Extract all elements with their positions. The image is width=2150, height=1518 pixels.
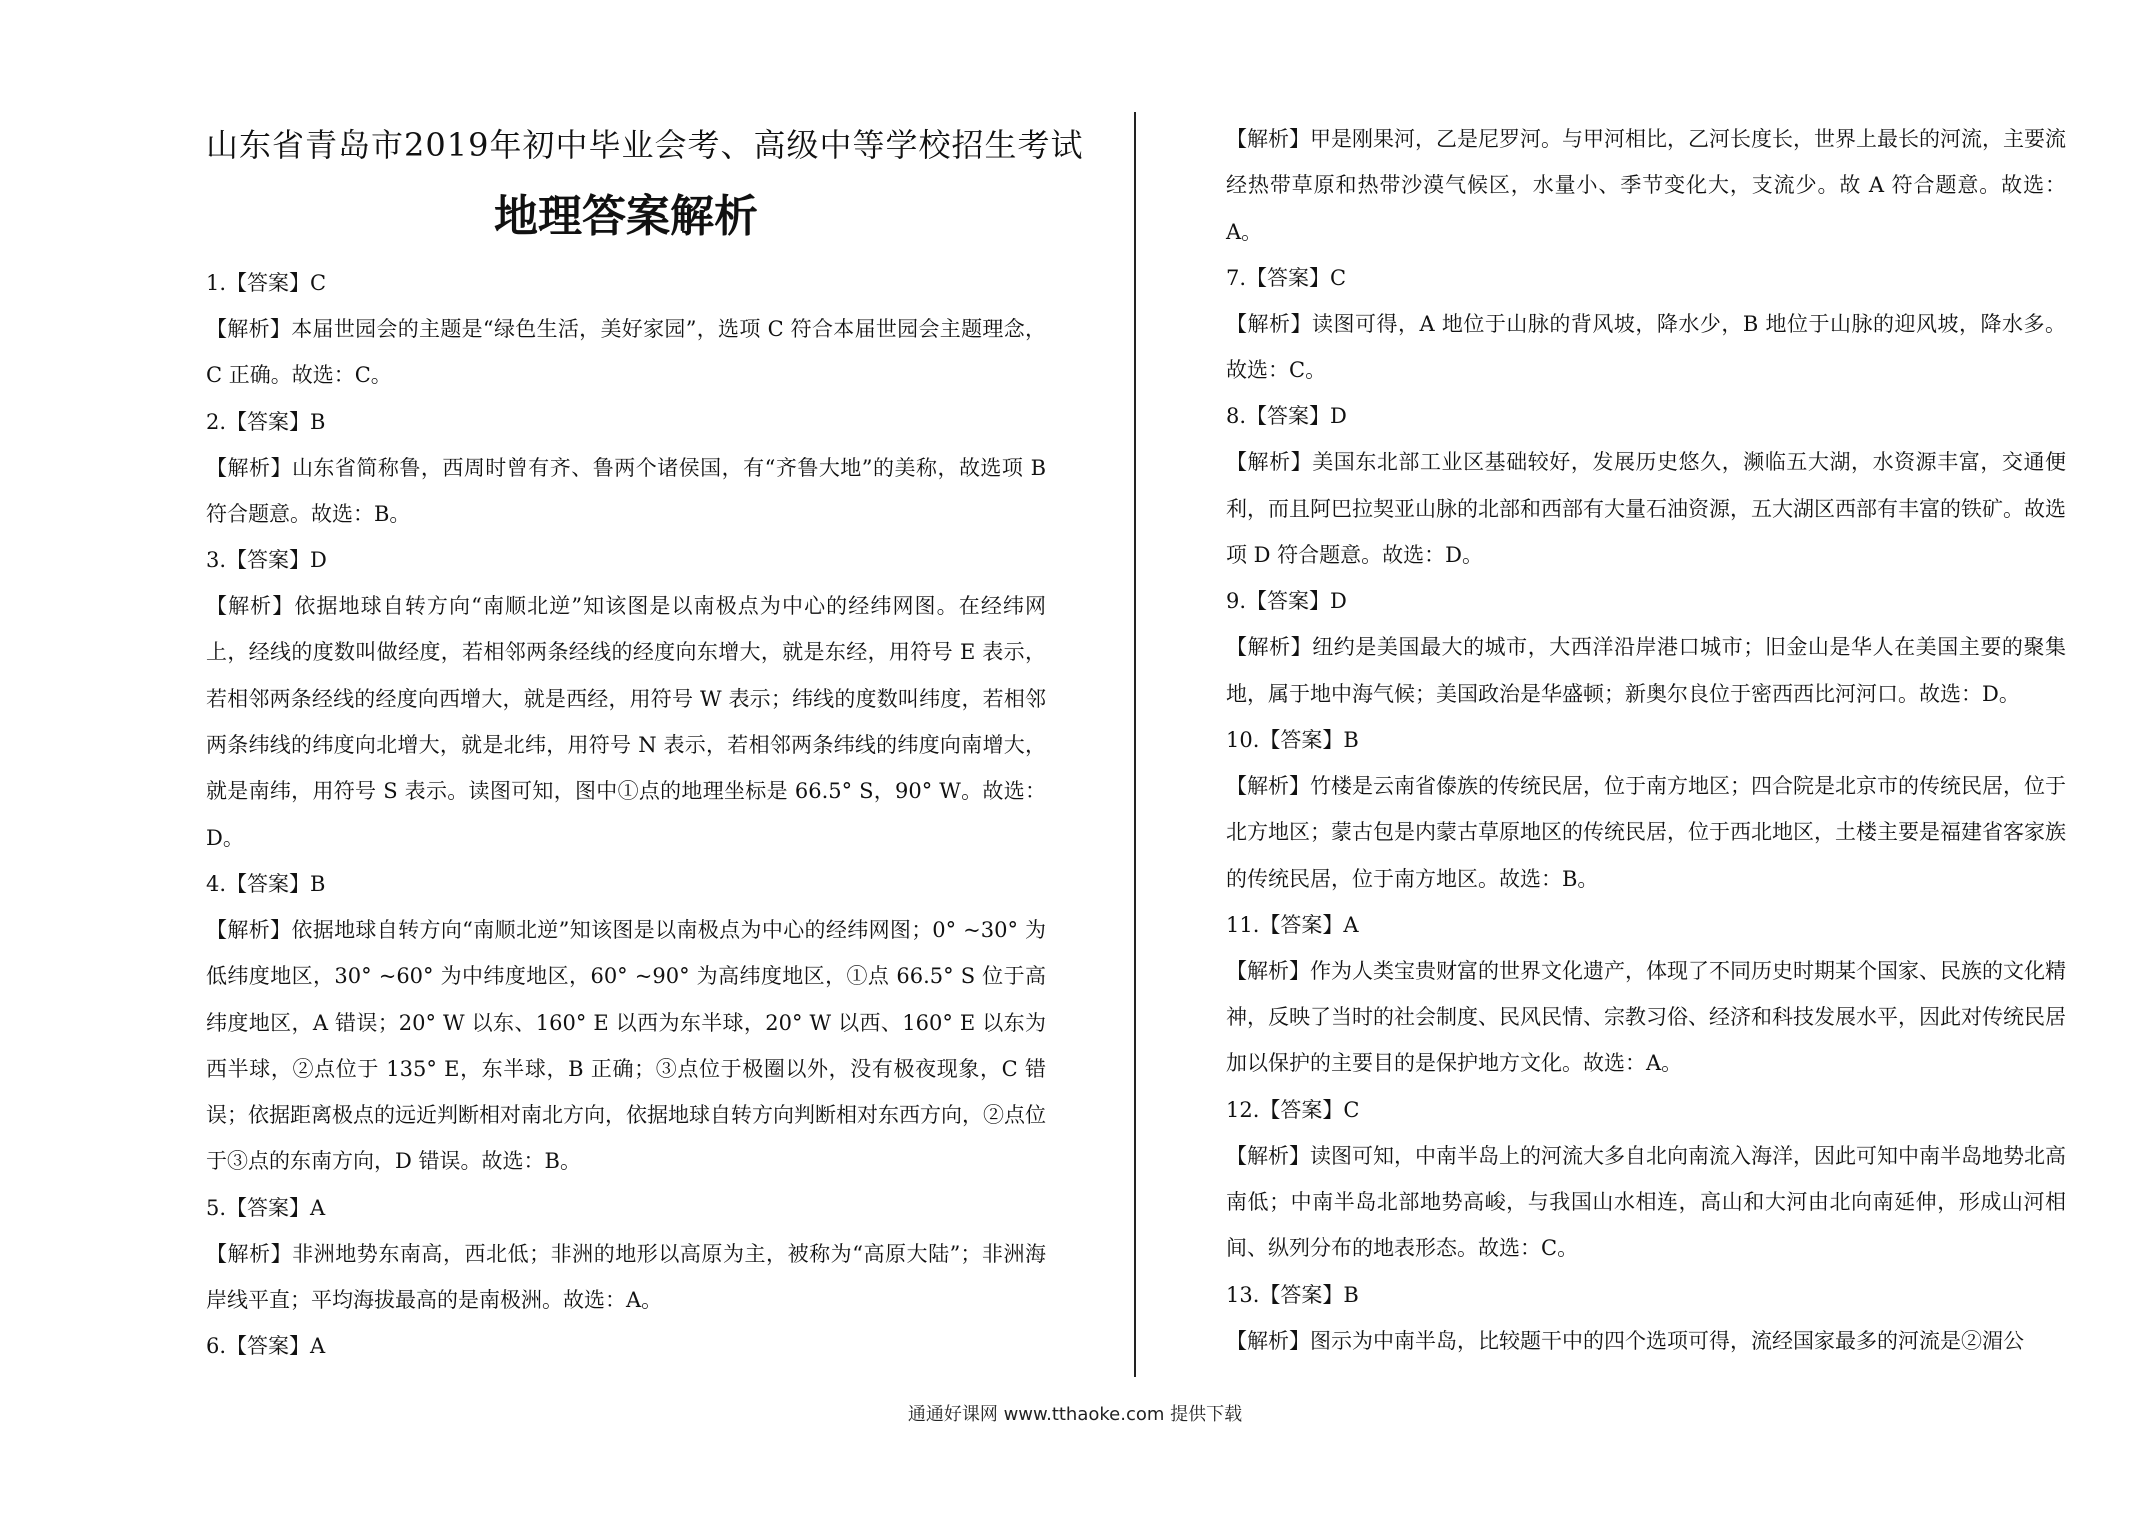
answer-line: 4.【答案】B: [206, 871, 326, 896]
question-item: [206, 861, 1046, 1185]
column-divider: [1134, 112, 1136, 1377]
analysis-paragraph: 【解析】图示为中南半岛，比较题干中的四个选项可得，流经国家最多的河流是②湄公: [1226, 1328, 2024, 1353]
footer-credit: 通通好课网 www.tthaoke.com 提供下载: [907, 1404, 1243, 1425]
answer-line: 1.【答案】C: [206, 271, 327, 295]
right-column: [1226, 116, 2066, 1364]
analysis-paragraph: 【解析】竹楼是云南省傣族的传统民居，位于南方地区；四合院是北京市的传统民居，位于北方地区；蒙古包是内蒙古草原地区的传统民居，位于西北地区，土楼主要是福建省客家族的传统民居，位于南方地区。故选：B。: [1226, 773, 2066, 891]
question-item: [206, 1185, 1046, 1324]
answer-line: 8.【答案】D: [1226, 404, 1347, 429]
answer-line: 9.【答案】D: [1226, 589, 1347, 614]
answer-line: 5.【答案】A: [206, 1195, 326, 1220]
analysis-paragraph: 【解析】读图可知，中南半岛上的河流大多自北向南流入海洋，因此可知中南半岛地势北高南低；中南半岛北部地势高峻，与我国山水相连，高山和大河由北向南延伸，形成山河相间、纵列分布的地表形态。故选：C。: [1226, 1143, 2066, 1261]
answer-line: 7.【答案】C: [1226, 265, 1347, 290]
question-item: [1226, 1087, 2066, 1272]
left-column: [206, 116, 1084, 1369]
question-item: [1226, 393, 2066, 578]
answer-line: 13.【答案】B: [1226, 1282, 1359, 1307]
analysis-paragraph: 【解析】读图可得，A 地位于山脉的背风坡，降水少，B 地位于山脉的迎风坡，降水多。故选：C。: [1226, 311, 2066, 383]
analysis-paragraph: 【解析】非洲地势东南高，西北低；非洲的地形以高原为主，被称为“高原大陆”；非洲海岸线平直；平均海拔最高的是南极洲。故选：A。: [206, 1241, 1046, 1313]
question-item: [1226, 902, 2066, 1087]
question-item: [206, 260, 1046, 399]
analysis-paragraph: 【解析】依据地球自转方向“南顺北逆”知该图是以南极点为中心的经纬网图；0° ~30° 为低纬度地区，30° ~60° 为中纬度地区，60° ~90° 为高纬度地区，①点 66.5° S 位于高纬度地区，A 错误；20° W 以东、160° E 以西为东半球，20° W 以西、160° E 以东为西半球，②点位于 135° E，东半球，B 正确；③点位于极圈以外，没有极夜现象，C 错误；依据距离极点的远近判断相对南北方向，依据地球自转方向判断相对东西方向，②点位于③点的东南方向，D 错误。故选：B。: [206, 917, 1046, 1174]
answer-line: 11.【答案】A: [1226, 912, 1359, 937]
question-item: [1226, 717, 2066, 902]
question-item: [1226, 1272, 2066, 1364]
answer-line: 10.【答案】B: [1226, 727, 1359, 752]
answer-line: 3.【答案】D: [206, 548, 327, 573]
answer-line: 12.【答案】C: [1226, 1097, 1360, 1122]
question-item: [1226, 578, 2066, 717]
exam-title: 山东省青岛市2019年初中毕业会考、高级中等学校招生考试: [206, 126, 1084, 164]
answer-line: 6.【答案】A: [206, 1334, 326, 1359]
analysis-paragraph: 【解析】甲是刚果河，乙是尼罗河。与甲河相比，乙河长度长，世界上最长的河流，主要流经热带草原和热带沙漠气候区，水量小、季节变化大，支流少。故 A 符合题意。故选：A。: [1226, 127, 2066, 244]
question-item: [1226, 255, 2066, 394]
question-item: [1226, 116, 2066, 255]
question-item: [206, 537, 1046, 861]
analysis-paragraph: 【解析】纽约是美国最大的城市，大西洋沿岸港口城市；旧金山是华人在美国主要的聚集地，属于地中海气候；美国政治是华盛顿；新奥尔良位于密西西比河河口。故选：D。: [1226, 635, 2066, 706]
analysis-paragraph: 【解析】山东省简称鲁，西周时曾有齐、鲁两个诸侯国，有“齐鲁大地”的美称，故选项 B 符合题意。故选：B。: [206, 455, 1046, 526]
analysis-paragraph: 【解析】本届世园会的主题是“绿色生活，美好家园”，选项 C 符合本届世园会主题理念，C 正确。故选：C。: [206, 317, 1046, 388]
question-item: [206, 1323, 1046, 1369]
analysis-paragraph: 【解析】依据地球自转方向“南顺北逆”知该图是以南极点为中心的经纬网图。在经纬网上，经线的度数叫做经度，若相邻两条经线的经度向东增大，就是东经，用符号 E 表示，若相邻两条经线的经度向西增大，就是西经，用符号 W 表示；纬线的度数叫纬度，若相邻两条纬线的纬度向北增大，就是北纬，用符号 N 表示，若相邻两条纬线的纬度向南增大，就是南纬，用符号 S 表示。读图可知，图中①点的地理坐标是 66.5° S，90° W。故选：D。: [206, 594, 1046, 850]
page-title: 地理答案解析: [494, 191, 758, 242]
question-item: [206, 399, 1046, 538]
analysis-paragraph: 【解析】作为人类宝贵财富的世界文化遗产，体现了不同历史时期某个国家、民族的文化精神，反映了当时的社会制度、民风民情、宗教习俗、经济和科技发展水平，因此对传统民居加以保护的主要目的是保护地方文化。故选：A。: [1226, 958, 2066, 1076]
answer-line: 2.【答案】B: [206, 409, 326, 434]
analysis-paragraph: 【解析】美国东北部工业区基础较好，发展历史悠久，濒临五大湖，水资源丰富，交通便利，而且阿巴拉契亚山脉的北部和西部有大量石油资源，五大湖区西部有丰富的铁矿。故选项 D 符合题意。故选：D。: [1226, 450, 2066, 568]
